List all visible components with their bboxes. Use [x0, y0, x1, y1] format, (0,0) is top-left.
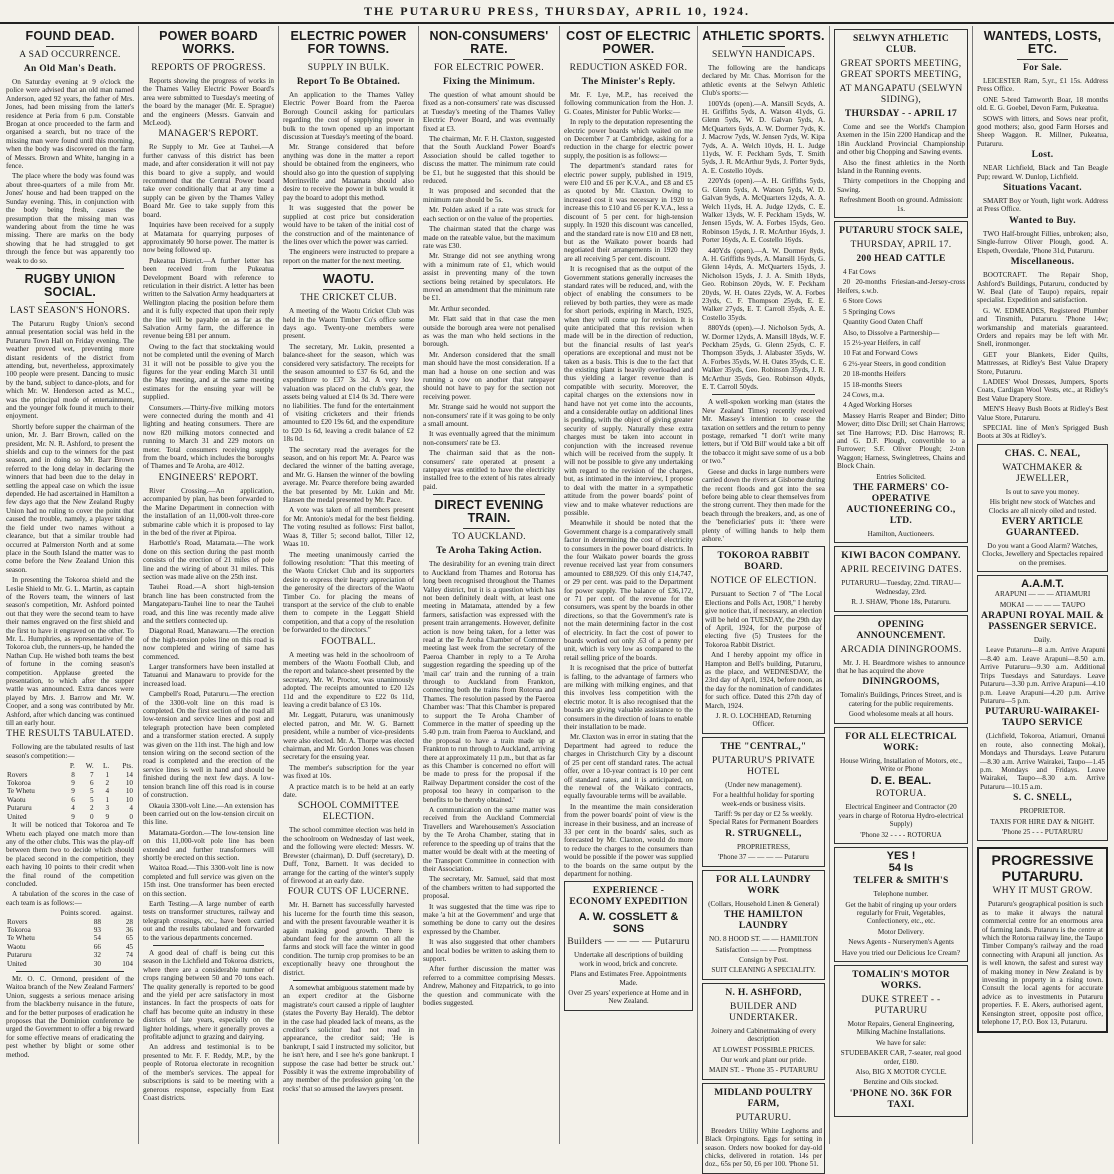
notice-rabbit-board: [702, 546, 825, 734]
list-item: 20 18-months Heifers: [843, 370, 906, 379]
advert-subtitle: ARCADIA DININGROOMS.: [840, 644, 962, 655]
advert-title: FOR ALL ELECTRICAL WORK:: [845, 731, 957, 753]
advert-text: R. J. SHAW, 'Phone 18s, Putaruru.: [851, 598, 951, 607]
paragraph: A meeting of the Waotu Cricket Club was held in the Waotu Timber Co's office some days ago. Twenty-one members were present.: [283, 307, 414, 341]
advert-title: A.A.M.T.: [1021, 578, 1064, 591]
paragraph: Pursuant to Section 7 of "The Local Elections and Polls Act, 1908," I hereby give notice that, if necessary, an election will be held on TUESDAY, the 29th day of April, 1924, for the purpose of electing five (5) Trustees for the Tokoroa Rabbit District.: [705, 590, 822, 649]
divider: [323, 289, 374, 290]
headline-cost-electric-power: COST OF ELECTRIC POWER.: [566, 29, 691, 56]
divider: [293, 980, 404, 981]
paragraph: The secretary, Mr. Lukin, presented a balance-sheet for the season, which was considered very satisfactory. The receipts for the season amounted to £37 6s 6d, and the expenditure to £37 3s 3d. A very low valuation was placed on the club's gear, the assets being valued at £14 0s 3d. There were no liabilities. The fund for the entertainment of visiting cricketers and their friends amounted to £20 19s 6d, and the expenditure to £20 1s 6d, leaving a credit balance of £2 18s 0d.: [283, 342, 414, 444]
table-row: Tokoroa 9 6 2 10: [7, 779, 133, 788]
paragraph: A tabulation of the scores in the case of each team is as follows:—: [6, 890, 134, 907]
advert-name: N. H. ASHFORD,: [725, 987, 802, 998]
advert-name: THE HAMILTON LAUNDRY: [724, 910, 803, 932]
subhead: Te Aroha Taking Action.: [436, 546, 542, 557]
paragraph: Mr. Arthur seconded.: [429, 304, 491, 313]
classified-item: TWO Half-brought Fillies, unbroken; also, Single-furrow Oliver Plough, good. A. Elspeth, Overdale, 'Phone 31d, Putaruru.: [977, 229, 1108, 255]
page-columns: [2, 26, 1112, 1169]
paragraph: An address and testimonial is to be presented to Mr. F. F. Reddy, M.P., by the people of Rotorua electorate in recognition of the member's services. The appeal for subscriptions is said to be meeting with a generous response, especially from East Coast districts.: [143, 1043, 274, 1102]
paragraph: Mr. Leggatt, Putaruru, was unanimously elected patron, and Mr. W. G. Barnett president, while a number of vice-presidents were also elected. Mr. A. Thorpe was elected chairman, and Mr. Gordon Jones was chosen secretary for the ensuing year.: [283, 711, 414, 762]
advert-text: ARAPUNI — — — ATIAMURI: [994, 590, 1091, 599]
subhead: Fixing the Minimum.: [443, 77, 535, 87]
advert-subtitle: WATCHMAKER & JEWELLER,: [1002, 462, 1083, 484]
section-heading: For Sale.: [1023, 63, 1062, 73]
advert-text: We have for sale:: [876, 1038, 926, 1047]
subhead: MANAGER'S REPORT.: [158, 129, 259, 140]
advert-name: A. W. COSSLETT & SONS: [578, 911, 679, 936]
paragraph: Owing to the fact that stocktaking would not be completed until the evening of March 31 it will not be possible to give you the figures for the year ending March 31 until the May meeting, and at the same meeting estimates for the ensuing year will be supplied.: [143, 342, 274, 402]
advert-text: Hamilton, Auctioneers.: [867, 530, 935, 538]
column-8: [973, 26, 1112, 1144]
list-item: 4 Fat Cows: [843, 268, 876, 277]
paragraph: Tauhei Road.—A short high-tension branch line has been constructed from the Mangateparu-Tauhei line to near the Tauhei road, and this line was recently made alive and the settlers connected up.: [143, 583, 274, 625]
paragraph: Consumers.—Thirty-five milking motors were connected during the month and 41 lighting and heating consumers. There are now 820 milking motors connected and running to March 31 and 229 motors on meter. Total consumers receiving supply from the board, which includes the boroughs of Thames and Te Aroha, are 4012.: [143, 403, 274, 471]
paragraph: A well-spoken working man (states the New Zealand Times) recently received Mr. Massey's intention to cease the taxation on settlers and the return to penny postage, remarked "I don't write many letters, but if 'Old Bill' would take a bit off the tobacco it might save some of us a bob or two.": [702, 398, 825, 466]
paragraph: In presenting the Tokoroa shield and the Leslie Shield to Mr. G. L. Martin, as captain of the Rovers team, the winners of last season's competition, Mr. Ashford pointed out that they were the second team to have their names engraved on the first shield and the first to have it engraved on the other. To Mr. L. Humphries, as representative of the Tokoroa club, the runners-up, he handed the Nathan Cup. He wished both teams the best of fortune in the coming season's competition. Applause greeted the presentation, to which after the supper wattle was announced. Extra dances were played by Mrs. J. Barrow and Mr. W. Cooper, and a song was contributed by Mr. Ashford, after which dancing was continued till an early hour.: [6, 576, 134, 728]
table-row: Rovers 88 28: [7, 917, 133, 926]
paragraph: Okauia 3300-volt Line.—An extension has been carried out on the low-tension circuit on this line.: [143, 801, 274, 827]
advert-title: YES !: [886, 850, 916, 863]
paragraph: A communication on the same matter was received from the Auckland Commercial Travellers and Warehousemen's Association by the Te Aroha Chamber, stating that in reference to the speeding up of trains that the matter would be dealt with at the meeting of the Transport Committee in connection with their Association.: [423, 806, 555, 873]
advert-central-hotel: [702, 737, 825, 867]
advert-text: Tomalin's Buildings, Princes Street, and is catering for the public requirements.: [840, 691, 962, 708]
advert-subtitle: PUTARURU-WAIRAKEI-TAUPO SERVICE: [985, 707, 1100, 729]
advert-text: Over 25 years' experience at Home and in New Zealand.: [568, 989, 689, 1006]
paragraph: The meeting unanimously carried the following resolution: "That this meeting of the Waotu Cricket Club and its supporters desire to express their hearty appreciation of the generosity of the directors of the Waotu Timber Co. for placing the means of transport at the service of the club to enable them to compete in the Leggatt Shield competition, and that a copy of the resolution be forwarded to the directors.": [283, 550, 414, 635]
headline-rugby-social: RUGBY UNION SOCIAL.: [24, 271, 116, 299]
table-row: United 9 0 9 0: [7, 812, 133, 821]
advert-phone: 'Phone 37 — — — — Putaruru: [718, 853, 809, 862]
classified-item: MEN'S Heavy Bush Boots at Ridley's Best Value Store, Putaruru.: [977, 405, 1108, 422]
advert-text: STUDEBAKER CAR, 7-seater, real good order, £180.: [840, 1049, 962, 1066]
paragraph: On Saturday evening at 9 o'clock the police were advised that an old man named Anderson, aged 92 years, the father of Mrs. Jones, had been missing from the latter's residence at Peria from 6 p.m. Constable Brogan at once proceeded to the farm and organised a search, but no trace of the missing man were found until this morning, when the body was discovered on the farm of Messrs. Brown and White, hanging in a fence.: [6, 78, 134, 171]
advert-title: SELWYN ATHLETIC CLUB.: [852, 34, 950, 55]
paragraph: An application to the Thames Valley Electric Power Board from the Paeroa Borough Council asking for particulars regarding the cost of supplying power in bulk to the town opened up an important discussion at Tuesday's meeting of the board.: [283, 91, 414, 142]
advert-text: Entries Solicited.: [876, 472, 926, 481]
paragraph: A good deal of chaff is being cut this season in the Lichfield and Tokoroa districts, where there are a considerable number of crops ranging between 50 and 70 tons each. The quality generally is reported to be good and the yield per acre satisfactory in most instances. In fact the prospects of oats for chaff has become quite an industry in these districts of late years, especially on the lighter holdings, where it generally proves a profitable adjunct to grazing and dairying.: [143, 949, 274, 1042]
paragraph: It was eventually agreed that the minimum non-consumers' rate be £3.: [423, 430, 555, 447]
paragraph: It will be noticed that Tokoroa and Te Whetu each played one match more than any of the other clubs. This was the play-off between them two to decide which should be placed second in the competition, they each having 10 points to their credit when the final round of the competition concluded.: [6, 821, 134, 888]
paragraph: A somewhat ambiguous statement made by an expert creditor at the Gisborne magistrate's court caused a ripple of laughter (states the Poverty Bay Herald). The debtor in the case had pleaded lack of means, as the creditor's solicitor had not read in appearance, the creditor said; 'He is bankrupt, I said I instructed my solicitor, but he isn't here, and I see he's gone bankrupt. I suppose the case had better be struck out.' Possibly it was the extreme improbability of any member of the profession going 'on the rocks' that so amused the lawyers present.: [283, 983, 414, 1093]
paragraph: Mr. H. Barnett has successfully harvested his lucerne for the fourth time this season, and with the present favourable weather it is again making good growth. There is abundant feed for the autumn on all the farms and stock will face the winter in good condition. The turnip crop promises to be an exceptionally heavy one throughout the district.: [283, 901, 414, 977]
paragraph: A practice match is to be held at an early date.: [283, 782, 414, 800]
paragraph: Waitoa Road.—This 3300-volt line is now completed and full service was given on the 15th inst. One transformer has been erected on this section.: [143, 864, 274, 898]
table-row: Putaruru 32 74: [7, 951, 133, 960]
paragraph: Putaruru's geographical position is such as to make it always the natural commercial centre for an enormous area of farming lands. Putaruru is the centre at which the Rotorua railway line, the Taupo Timber Company's railway and the road connecting with Arapuni all junction. As is well known, the safest and surest way of making money in New Zealand is by investing in property in a rising town. Consult the local agents for accurate advice as to investments in Putaruru properties. F. E. Akers, authorised agent, Kensington street, opposite post office, telephone 17, P.O. Box 13, Putaruru.: [982, 900, 1103, 1027]
advert-stock-sale: [834, 221, 968, 543]
paragraph: 440Yds (open).—A. W. Dormer 8yds, A. H. Griffiths 9yds, A. Mansill 16yds, G. Glenn 14yds, A. McQuarters 15yds, J. Nicholson 15yds, J. J. A. Smith 18yds, Geo. Robinson 20yds, W. F. Peckham 20yds, W. H. Oates 22yds, W. A. Forbes 23yds, C. F. Thompson 25yds, E. E. Walker 27yds, E. T. Carroll 35yds, A. E. Costello 35yds.: [702, 246, 825, 322]
paragraph: And I hereby appoint my office in Hampton and Bell's building, Putaruru, as the place, and WEDNESDAY, the 23rd day of April, 1924, before noon, as the day for the nomination of candidates for such office. Dated this 27th day of March, 1924.: [705, 651, 822, 710]
classified-item: SMART Boy or Youth, light work. Address at Press Office.: [977, 197, 1108, 214]
headline-electric-power-towns: ELECTRIC POWER FOR TOWNS.: [290, 29, 407, 56]
headline-direct-evening-train: DIRECT EVENING TRAIN.: [434, 498, 544, 526]
advert-name: R. STRUGNELL,: [725, 828, 802, 839]
paragraph: The question of what amount should be fixed as a non-consumers' rate was discussed at Tuesday's meeting of the Thames Valley Electric Power Board, and was eventually fixed at £3.: [423, 91, 555, 133]
advert-title: OPENING ANNOUNCEMENT.: [856, 619, 946, 641]
table-row: Waotu 66 45: [7, 942, 133, 951]
subhead: SELWYN HANDICAPS.: [711, 50, 816, 60]
paragraph: Mr. O. C. Ormond, president of the Waitoa branch of the New Zealand Farmers' Union, suggests a serious menace arising from the blackberry nuisance in the future, and for the better purposes of eradication he proposes that the Dominion conference be urged the Government to offer a big reward for some effective means of eradicating the pest whether by blight or some other method.: [6, 975, 134, 1059]
section-heading: Situations Vacant.: [1003, 183, 1082, 194]
paragraph: The place where the body was found was about three-quarters of a mile from Mr. Jones' house and had been trapped on the Sunday evening. This, in conjunction with the body being fresh, causes the presumption that the missing man was wandering about from the time he was missing. There are marks on the body showing that he had struggled to get through the fence but was apparently too weak to do so.: [6, 172, 134, 265]
paragraph: The chairman, Mr. F. H. Claxton, suggested that the South Auckland Power Board's Association should be called together to discuss the matter. The minimum rate could be £1, but he suggested that this should be reduced.: [423, 135, 555, 186]
divider: [16, 971, 124, 972]
divider: [1017, 59, 1068, 60]
paragraph: Pukeatua District.—A further letter has been received from the Pukeatua Development Board with reference to reticulation in their district. A letter has been written to the Salvation Army headquarters at Wellington placing the position before them and it is fully expected that upon their reply the line will be payable on as far as the Salvation Army farm, the difference in revenue being £81 per annum.: [143, 256, 274, 341]
advert-text: His bright new stock of Watches and Clocks are all nicely oiled and tested.: [988, 498, 1097, 515]
advert-text: PROPRIETRESS,: [737, 842, 790, 851]
advert-title: FOR ALL LAUNDRY WORK: [716, 874, 811, 896]
subhead: REDUCTION ASKED FOR.: [569, 63, 688, 73]
classified-item: GET your Blankets, Eider Quilts, Mattresses, at Ridley's Best Value Drapery Store, Putaruru.: [977, 350, 1108, 376]
advert-name: TELFER & SMITH'S: [853, 876, 949, 887]
advert-text: Motor Repairs, General Engineering, Milking Machine Installations.: [847, 1019, 955, 1037]
advert-text: Breeders Utility White Leghorns and Black Orpingtons. Eggs for setting in season. Orders now booked for day-old chicks, delivered in rotation. 14s per doz., 65s per 50, £6 per 100. 'Phone 51.: [705, 1126, 822, 1169]
classified-item: SOWS with litters, and Sows near profit, good mothers; also, good Farm Horses and Sheep Waggon. R. Millner, Pukeatua, Putaruru.: [977, 114, 1108, 148]
advert-selwyn-athletic: [834, 29, 968, 218]
advert-phone: 'Phone 25 - - - PUTARURU: [1002, 827, 1083, 836]
column-7: [830, 26, 973, 1144]
list-item: 4 Aged Working Horses: [843, 401, 912, 410]
advert-text: (Lichfield, Tokoroa, Atiamuri, Ornanui en route, also connecting Mokai), Mondays and Thursdays. Leave Putaruru—8.30 a.m. Arrive Wairakei, Taupo—1.45 p.m. Mondays and Fridays. Leave Wairakei, Taupo—8.30 a.m. Arrive Putaruru—10.15 a.m.: [980, 732, 1105, 791]
advert-text: Tariff: 9s per day or £2 5s weekly. Special Rates for Permanent Boarders: [708, 810, 819, 827]
list-item: Quantity Good Oaten Chaff: [843, 318, 923, 327]
divider: [463, 59, 515, 60]
paragraph: Earth Testing.—A large number of earth tests on transformer structures, railway and telegraph crossings, etc., have been carried out and the results tabulated and forwarded to the various departments concerned.: [143, 899, 274, 942]
classified-item: LEICESTER Ram, 5.yr., £1 15s. Address Press Office.: [977, 77, 1108, 94]
masthead: THE PUTARURU PRESS, THURSDAY, APRIL 10, 1924.: [0, 0, 1114, 24]
paragraph: It was suggested that the power be supplied at cost price but consideration would have to be taken of the initial cost of the construction and of the maintenance of the lines over which the power was carried.: [283, 204, 414, 246]
advert-poultry-farm: [702, 1083, 825, 1174]
subhead: FOOTBALL.: [321, 636, 376, 647]
divider: [293, 268, 404, 269]
advert-subtitle: GREAT SPORTS MEETING, GREAT SPORTS MEETING,: [840, 59, 962, 80]
list-item: 24 Cows, m.a.: [843, 390, 885, 399]
section-heading: Miscellaneous.: [1010, 257, 1075, 268]
list-item: 20 20-months Friesian-and-Jersey-cross Heifers, s.w.b.: [837, 278, 965, 295]
advert-title: PUTARURU STOCK SALE,: [839, 226, 963, 237]
advert-subtitle: ARAPUNI ROYAL MAIL & PASSENGER SERVICE.: [980, 611, 1105, 633]
paragraph: The desirability for an evening train direct to Auckland from Thames and Rotorua has long been recognised throughout the Thames Valley district, but it is a question which has not been definitely dealt with, at least one meeting in Matamata, attended by a few farmers, satisfaction was expressed with the present train arrangements. However, definite action is now being taken, for a letter was read at the Te Aroha Chamber of Commerce meeting last week from the secretary of the Paeroa Chamber in reply to a Te Aroha suggestion regarding the speeding up of the 'mail car' train and the running of a train through to Auckland from Frankton, connecting both the trains from Rotorua and Thames. The resolution passed by the Paeroa Chamber was: 'That this Chamber is prepared to support the Te Aroha Chamber of Commerce in the matter of speeding up the 5.40 p.m. train from Paeroa to Auckland, and the proposal to have a train made up at Frankton to run through to Auckland, arriving there at approximately 11 p.m., but that as far as this Chamber is concerned no effort will be made to press for the proposal if the Railway Department consider the cost of the proposal too heavy in comparison to the benefits to be thereby obtained.': [423, 560, 555, 804]
paragraph: In the meantime the main consideration from the power boards' point of view is the increase in their business, and an increase of 33 per cent in the boards' sales, such as forecasted by Mr. Claxton, would do more to reduce the charges to the consumers than would be possible if the power was supplied to the boards on the same output by the department for nothing.: [564, 802, 693, 878]
paragraph: The secretary, Mr. Samuel, said that most of the chambers written to had supported the proposal.: [423, 875, 555, 901]
table-row: Tokoroa 93 36: [7, 925, 133, 934]
paragraph: Mr. Anderson considered that the small man should have the most consideration. If a man had a house on one section and was running a cow on another that ratepayer should not have to pay for the section not receiving power.: [423, 350, 555, 401]
table-header-row: Points scored. against.: [60, 909, 133, 918]
paragraph: Mr. Flatt said that in that case the men outside the borough area were not penalised as was the man who held sections in the borough.: [423, 315, 555, 349]
advert-text: (Under new management).: [725, 780, 802, 789]
advert-hamilton-laundry: [702, 870, 825, 980]
subhead: REPORTS OF PROGRESS.: [151, 63, 266, 73]
advert-title: EXPERIENCE - ECONOMY EXPEDITION: [569, 886, 688, 908]
table-row: Te Whetu 54 65: [7, 934, 133, 943]
progressive-title: PROGRESSIVE PUTARURU.: [991, 852, 1094, 885]
advert-text: For a healthful holiday for sporting week-ends or business visits.: [712, 791, 815, 808]
advert-text: Have you tried our Delicious Ice Cream?: [841, 948, 961, 957]
subhead: LAST SEASON'S HONORS.: [9, 305, 130, 316]
subhead: The Minister's Reply.: [581, 77, 676, 87]
advert-text: Undertake all descriptions of building work in wood, brick and concrete.: [574, 951, 683, 968]
column-4: [419, 26, 560, 1144]
advert-date: THURSDAY, APRIL 17.: [850, 240, 952, 251]
advert-title: TOMALIN'S MOTOR WORKS.: [852, 969, 950, 991]
advert-name: D. E. BEAL.: [870, 775, 932, 788]
advert-text: Electrical Engineer and Contractor (20 years in charge of Rotorua Hydro-electrical Supply): [838, 803, 964, 829]
paragraph: Inquiries have been received for a supply at Matamata for quarrying purposes of approximately 90 horse power. The matter is now being followed up.: [143, 221, 274, 255]
advert-text: Do you want a Good Alarm? Watches, Clocks, Jewellery and Spectacles repaired on the premises.: [982, 542, 1103, 567]
subhead: Report To Be Obtained.: [296, 77, 401, 87]
column-3: [279, 26, 419, 1144]
headline-found-dead: FOUND DEAD.: [25, 29, 115, 43]
subhead: An Old Man's Death.: [23, 64, 117, 74]
advert-title: CHAS. C. NEAL,: [1004, 448, 1081, 459]
paragraph: It is recognised that the price of butterfat is falling, to the advantage of farmers who are milking with milking engines, and that this involves less competition with the electric motor. It is also recognised that the boards are giving valuable assistance to the consumers in the direction of loans to enable their installation to be made.: [564, 664, 693, 732]
divider: [153, 945, 264, 946]
paragraph: It is recognised that as the output of the Government stations generally increases the standard rates will be reduced, and, with the object of enabling the consumers to be relieved by both parties, they were as made for short periods, expiring in March, 1925, when they will come up for revision. It is quite anticipated that this revision when made will be in the direction of reduction, but the financial results of last year's operations are exceptional and must not be taken as a basis. This is due to the fact that the existing plant is heavily overloaded and thus yielding a larger revenue than is compatible with security. Moreover, the capital charges on the extensions now in hand have not yet come into the accounts, and a considerable outlay on additional lines is pending, with the object of giving greater security of supply. Naturally these extra charges must be taken into account in conjunction with the increased revenue which will be received from the supply. It will not be possible to give any undertaking with regard to the revision of the charges, but, as intimated in the interview, I propose to deal with the matter in a sympathetic attitude from the power boards' point of view and to make whatever reductions are possible.: [564, 265, 693, 517]
paragraph: The member's subscription for the year was fixed at 10s.: [283, 763, 414, 781]
advert-text: House Wiring, Installation of Motors, etc., Write or Phone: [840, 756, 962, 774]
advert-arcadia: [834, 615, 968, 724]
subhead: THE CRICKET CLUB.: [300, 293, 397, 304]
advert-text: Massey Harris Reaper and Binder; Ditto Mower; ditto Disc Drill; set Chain Harrows; set Tine Harrows; P.D. Disc Harrows; R. and G. D.F. Plough, convertible to a Furrower; S.F. Oliver Plough; 2-ton Waggon; Harness, Swingletrees, Chains and Block Chain.: [837, 411, 965, 471]
notice-subtitle: NOTICE OF ELECTION.: [710, 576, 817, 587]
list-item: 5 Springing Cows: [843, 307, 895, 316]
paragraph: A meeting was held in the schoolroom of members of the Waotu Football Club, and the report and balance-sheet presented by the secretary, Mr. W. Proctor, was unanimously adopted. The receipts amounted to £20 12s 11d and the expenditure to £22 0s 11d, leaving a credit balance of £3 10s.: [283, 650, 414, 709]
headline-athletic-sports: ATHLETIC SPORTS.: [702, 29, 825, 43]
headline-waotu: WAOTU.: [322, 272, 375, 287]
paragraph: Following are the tabulated results of last season's competition:—: [6, 743, 134, 760]
paragraph: Mr. Claxton was in error in stating that the Department had agreed to reduce the charges in Christchurch City by a discount of 25 per cent off standard rates. The actual offer, over a 10-year contract is 10 per cent off standard rates, and it is anticipated, on the renewal of the Waikato contracts, equally favourable terms will be available.: [564, 733, 693, 801]
divider: [16, 268, 124, 269]
paragraph: Harbottle's Road, Matamata.—The work done on this section during the past month consists of the erection of 21 miles of pole line and the wiring of about 31 miles. This section was made alive on the 25th inst.: [143, 539, 274, 581]
advert-subtitle: ROTORUA.: [875, 789, 927, 800]
advert-text: Refreshment Booth on ground. Admission: 1s.: [839, 196, 963, 213]
progressive-subtitle: WHY IT MUST GROW.: [992, 886, 1093, 897]
subhead: FOR ELECTRIC POWER.: [434, 63, 544, 73]
list-item: 6 Store Cows: [843, 297, 882, 306]
advert-text: PROPRIETOR.: [1019, 807, 1066, 816]
advert-text: Get the habit of ringing up your orders regularly for Fruit, Vegetables, Confectionery, etc., etc.: [845, 900, 957, 926]
paragraph: 220Yds (open).—A. H. Griffiths 5yds, G. Glenn 5yds, A. Watson 5yds, W. D. Galvan 9yds, A. McQuarters 12yds, A. A. Welch 11yds, H. A. Judge 12yds, C. E. Walker 13yds, W. F. Peckham 15yds, W. Jensen 15yds, W. A. Forbes 15yds, Geo. Robinson 15yds, J. R. McArthur 16yds, J. Porter 16yds, A. E. Costello 16yds.: [702, 177, 825, 245]
table-row: Te Whetu 9 5 4 10: [7, 787, 133, 796]
advert-text: Plans and Estimates Free. Appointments Made.: [570, 970, 687, 987]
advert-title: THE "CENTRAL,": [720, 741, 807, 752]
table-header-row: P. W. L. Pts.: [69, 762, 133, 771]
advert-subtitle: BUILDER AND UNDERTAKER.: [729, 1001, 798, 1023]
advert-text: Also, BIG X MOTOR CYCLE.: [855, 1067, 947, 1076]
classified-item: NEAR Lichfield, Black and Tan Beagle Pup; reward. W. Dunlop, Lichfield.: [977, 164, 1108, 181]
divider: [604, 59, 653, 60]
divider: [46, 46, 94, 47]
list-item: Also, to Dissolve a Partnership—: [843, 328, 940, 337]
advert-phone: 'PHONE NO. 36K FOR TAXI.: [849, 1088, 953, 1110]
subhead: FOUR CUTS OF LUCERNE.: [287, 887, 410, 898]
headline-power-board: POWER BOARD WORKS.: [159, 29, 258, 56]
advert-text: Come and see the World's Champion Axemen in the 15in 2200 Handicap and the 18in Auckland Provincial Championship and other big Chopping and Sawing events.: [837, 123, 965, 157]
advert-name: DININGROOMS,: [862, 677, 940, 688]
list-item: 10 Fat and Forward Cows: [843, 349, 918, 358]
advert-text: Leave Putaruru—8 a.m. Arrive Arapuni—8.40 a.m. Leave Arapuni—8.50 a.m. Arrive Putaruru—9.30 a.m. Additional Trips Tuesdays and Saturdays. Leave Putaruru—3.30 p.m. Arrive Arapuni—4.10 p.m. Leave Arapuni—4.20 p.m. Arrive Putaruru—5 p.m.: [980, 646, 1105, 705]
table-row: Putaruru 4 2 3 4: [7, 804, 133, 813]
advert-tomalin-motor: [834, 965, 968, 1117]
table-row: Waotu 6 5 1 10: [7, 795, 133, 804]
advert-text: AT LOWEST POSSIBLE PRICES.: [712, 1045, 815, 1054]
divider: [742, 46, 785, 47]
paragraph: The chairman said that as the non-consumers' rate operated at present a ratepayer was entitled to have the electricity installed free to the extent of his rates already paid.: [423, 449, 555, 491]
paragraph: Mr. F. Lye, M.P., has received the following communication from the Hon. J. G. Coates, Minister for Public Works:—: [564, 91, 693, 116]
paragraph: 100Yds (open).—A. Mansill Scyds, A. H. Griffiths 5yds, A. Watson 41yds, G. Glenn 5yds, W. D. Galvan 5yds, A. McQuarters 6yds, A. W. Dormer 7yds, K. J. Macrow 7yds, W. Jensen 7yds, W. Kipa 7yds, A. A. Welch 10yds, H. L. Judge 11yds, W. F. Peckham 5yds, T. Smith 5yds, J. R. McArthur 9yds, J. Porter 9yds, A. E. Costello 10yds.: [702, 99, 825, 175]
progressive-putaruru: [977, 847, 1108, 1033]
advert-text: TAXIS FOR HIRE DAY & NIGHT.: [990, 817, 1095, 826]
advert-text: SUIT CLEANING A SPECIALITY.: [711, 966, 816, 975]
paragraph: Diagonal Road, Manawaru.—The erection of the high-tension poles line on this road is now completed and wiring of same has commenced.: [143, 627, 274, 661]
divider: [463, 528, 515, 529]
table-row: United 30 104: [7, 959, 133, 968]
paragraph: Re Supply to Mr. Gee at Tauhei.—A further canvass of this district has been made, and after consideration it will not pay this board to give a supply, and would recommend that the Central Power board take over conditionally that at any time a supply can be given by the Thames Valley Board Mr. Gee to take supply from this board.: [143, 143, 274, 219]
paragraph: Geese and ducks in large numbers were carried down the rivers at Gisborne during the recent floods and got into the sea before being able to clear themselves from the strong current. They then made for the beach through the breakers, and, as one of the 'beneficiaries' puts it: 'there were plenty of willing hands to help them ashore.': [702, 467, 825, 543]
advert-neal-jeweller: [977, 444, 1108, 572]
list-item: 6 2½-year Steers, in good condition: [843, 359, 946, 368]
advert-subtitle: PUTARURU'S PRIVATE HOTEL: [711, 755, 816, 777]
divider: [46, 302, 94, 303]
signature-line: J. R. O. LOCHHEAD, Returning Officer.: [715, 712, 812, 729]
paragraph: Matamata-Gordon.—The low-tension line on this 11,000-volt pole line has been extended and further transformers will shortly be erected on this section.: [143, 828, 274, 862]
paragraph: Reports showing the progress of works in the Thames Valley Electric Power Board's area were submitted to Tuesday's meeting of the board by the manager (Mr. E. Sprague) and the engineers (Messrs. Ganvain and McLeod).: [143, 77, 274, 128]
paragraph: River Crossing.—An application, accompanied by plan, has been forwarded to the Marine Department in connection with the installation of an 11,000-volt three-core submarine cable which it is proposed to lay in the bed of the river at Pipiroa.: [143, 486, 274, 537]
paragraph: The engineers were instructed to prepare a report on the matter for the next meeting.: [283, 248, 414, 265]
advert-aamt: [977, 575, 1108, 841]
advert-text: Is out to save you money.: [1005, 487, 1080, 496]
advert-text: Satisfaction — — — Promptness: [715, 945, 812, 954]
section-heading: Lost.: [1031, 150, 1054, 161]
paragraph: The department's standard rates for electric power supply, published in 1919, were £10 and £6 per K.V.A., and £8 and £5 as quoted by Mr. Claxton. Owing to increased cost it was necessary in 1920 to increase this to £10 and £6 per K.V.A., less a discount of 5 per cent. for high-tension supply. In 1920 this discount was cancelled, and the standard rate is now £10 and £8 nett, but as the Waikato power boards had negotiated their arrangements in 1920 they are all receiving 5 per cent. discount.: [564, 162, 694, 263]
advert-subtitle: 200 HEAD CATTLE: [856, 254, 946, 265]
paragraph: Larger transformers have been installed at Tatuanui and Manawaru to provide for the increased load.: [143, 663, 274, 688]
advert-text: Telephone number.: [873, 890, 929, 899]
advert-text: PUTARURU—Tuesday, 22nd. TIRAU—Wednesday, 23rd.: [841, 579, 961, 596]
paragraph: Mr. Polden asked if a rate was struck for each section or on the value of the properties.: [423, 206, 555, 223]
advert-subtitle: PUTARURU.: [735, 1112, 792, 1123]
advert-text: News Agents - Nurserymen's Agents: [848, 938, 954, 947]
divider: [433, 494, 545, 495]
paragraph: It was suggested that the time was ripe to make 'a hit at the Government' and urge that something be done to carry out the desires expressed by the Chamber.: [423, 902, 555, 936]
advert-name: S. C. SNELL,: [1013, 793, 1072, 804]
subhead: ENGINEERS' REPORT.: [158, 472, 259, 483]
subhead: SUPPLY IN BULK.: [307, 63, 390, 73]
results-table: [6, 762, 134, 821]
paragraph: Mr. Strange did not see anything wrong with a minimum rate of £1, which would assist in preventing many of the town sections being retained by speculators. He moved an amendment that the minimum rate be £1.: [423, 252, 555, 303]
advert-cosslett: [564, 881, 693, 1010]
advert-text: Daily.: [1033, 636, 1052, 645]
advert-kiwi-bacon: [834, 546, 968, 611]
advert-text: Also the finest athletics in the North Island in the Running events.: [837, 158, 965, 176]
classified-item: ONE 5-bred Tamworth Boar, 18 months old. E. G. Goebel, Devon Farm, Pukeatua.: [977, 95, 1108, 113]
advert-text: Good wholesome meals at all hours.: [848, 710, 954, 719]
paragraph: The school committee election was held in the schoolroom on Wednesday of last week, and the following were elected: Messrs. W. Brewster (chairman), D. Duff (secretary), D. Duff, Tonz, Barnett. It was decided to arrange for the carting of the winter's supply of firewood at an early date.: [283, 826, 414, 885]
advert-subtitle: APRIL RECEIVING DATES.: [840, 565, 962, 576]
paragraph: After further discussion the matter was referred to a committee comprising Messrs. Andrew, Mahoney and Fitzpatrick, to go into the question and communicate with the bodies suggested.: [423, 965, 555, 1007]
advert-name: THE FARMERS' CO-OPERATIVE AUCTIONEERING CO., LTD.: [846, 483, 956, 526]
subhead: SCHOOL COMMITTEE ELECTION.: [297, 801, 400, 823]
column-2: [139, 26, 279, 1144]
advert-text: Mr. J. H. Beardmore wishes to announce that he has acquired the above: [837, 658, 965, 676]
notice-title: TOKOROA RABBIT BOARD.: [717, 551, 810, 573]
paragraph: 880Yds (open).—J. Nicholson 5yds, A. W. Dormer 12yds, A. Mansill 18yds, W. F. Peckham 25yds, G. Glenn 25yds, C. F. Thompson 35yds, J. Alabaster 35yds, W. A. Forbes 35yds, W. H. Oates 35yds, C. E. Walker 35yds, Geo. Robinson 35yds, J. R. McArthur 35yds, Geo. Robinson 40yds, E. T. Carroll 50yds.: [702, 324, 825, 392]
column-5: [560, 26, 698, 1144]
paragraph: Shortly before supper the chairman of the union, Mr. J. Barr Brown, called on the president, Mr. N. R. Ashford, to present the shields and cup to the winners for the past season, and in doing so Mr. Barr Brown referred to the long delay in declaring the winners that had been due to the delay in settling the appeal case on which the issue depended. He had ascertained in Hamilton a few days ago that the New Zealand Rugby Union had no ruling to cover the point that caused the trouble, namely, a player taking the field under two names without a clearance, but that a similar trouble had occurred at Palmerston North and at some place in the South Island the matter was to come before the New Zealand Union this season.: [6, 422, 134, 574]
advert-phone: 'Phone 32 - - - - ROTORUA: [860, 830, 942, 839]
advert-text: MAIN ST. - 'Phone 35 - PUTARURU: [709, 1066, 818, 1075]
subhead: TO AUCKLAND.: [452, 532, 526, 543]
subhead: THE RESULTS TABULATED.: [6, 729, 134, 740]
list-item: 15 18-months Steers: [843, 380, 903, 389]
advert-telfer-smith: [834, 847, 968, 962]
paragraph: The secretary read the averages for the season, and on his report Mr. A. Pearce was declared the winner of the batting average, and Mr. G. Hansen the winner of the bowling average. Mr. Pearce therefore being awarded the bat presented by Mr. Lukin and Mr. Hansen the medal presented by Mr. Pace.: [283, 445, 414, 505]
table-row: Rovers 8 7 1 14: [7, 770, 133, 779]
advert-text: NO. 8 HOOD ST. — — HAMILTON: [709, 935, 818, 944]
paragraph: Campbell's Road, Putaruru.—The erection of the 3300-volt line on this road is completed. On the first section of the road all low-tension and service lines and post and telegraph protection have been completed and a transformer station erected. A supply was given on the 11th inst. The high and low tension wiring on the second section of the road is completed and the erection of the service lines is well in hand and should be finished during the next few days. A low-tension branch line off this road is in course of construction.: [143, 690, 274, 800]
advert-text: Consign by Post.: [739, 955, 788, 964]
advert-ashford: [702, 983, 825, 1080]
advert-beal-electrical: [834, 727, 968, 844]
advert-text: MOKAI — — — — TAUPO: [999, 600, 1086, 609]
headline-wanteds: WANTEDS, LOSTS, ETC.: [983, 29, 1102, 56]
advert-line: Builders — — — — Putaruru: [567, 937, 690, 948]
paragraph: It was proposed and seconded that the minimum rate should be 5s.: [423, 187, 555, 204]
column-1: [2, 26, 139, 1144]
advert-text: Motor Delivery.: [877, 927, 925, 936]
scores-table: [6, 909, 134, 968]
advert-text: (Collars, Household Linen & General): [708, 899, 819, 908]
list-item: 15 2½-year Heifers, in calf: [843, 338, 921, 347]
divider: [323, 59, 374, 60]
paragraph: Mr. Strange considered that before anything was done in the matter a report should be obtained from the engineers, who should also go into the question of supplying Morrinsville and Matamata should also desire to receive the power in bulk would it pay the board to adopt this method.: [283, 143, 414, 202]
paragraph: Meanwhile it should be noted that the Government charge is a comparatively small factor in determining the cost of electricity to consumers in the power board districts. In the four Waikato power boards the gross revenue received last year from consumers amounted to £88,929. Of this only £14,747, or 29 per cent. was paid to the Department for power supply. The balance of £36,172, or 71 per cent. of the revenue for the consumers, was spent by the boards in other directions, so that the Government's rate is not the main determining factor in the cost of electricity. In fact the cost of power to boards worked out only .63 of a penny per unit, which is very low as compared to the retail selling price of the boards.: [564, 519, 693, 662]
paragraph: The Putaruru Rugby Union's second annual presentation social was held in the Putaruru Town Hall on Friday evening. The weather proved wet, preventing more distant residents of the district from attending, but, nevertheless, approximately 100 people were present. Dancing to music by the band, subject to dance-plots, and for which Mr. W. Henderson acted as M.C., was the principal mode of entertainment, and the younger folk found it much to their enjoyment.: [6, 319, 134, 421]
classified-item: G. W. EDMEADES, Registered Plumber and Tinsmith, Putaruru. 'Phone 14w; workmanship and materials guaranteed. Orders and repairs may be left with Mr. Snell, ironmonger.: [977, 306, 1108, 349]
advert-text: Benzine and Oils stocked.: [863, 1078, 939, 1087]
headline-non-consumers-rate: NON-CONSUMERS' RATE.: [429, 29, 549, 56]
section-heading: Wanted to Buy.: [1009, 215, 1076, 226]
advert-text: Joinery and Cabinetmaking of every description: [711, 1026, 816, 1044]
advert-name: EVERY ARTICLE GUARANTEED.: [1001, 517, 1084, 539]
advert-text: Our work and plant our pride.: [720, 1055, 807, 1064]
advert-subtitle: DUKE STREET - - PUTARURU: [861, 994, 941, 1016]
paragraph: A vote was taken of all members present for Mr. Antonio's medal for the best fielding. The voting resulted as follows: First ballot, Waas 8, Tiller 5; second ballot, Tiller 12, Waas 10.: [283, 506, 414, 549]
advert-title: MIDLAND POULTRY FARM,: [714, 1087, 813, 1109]
advert-title: KIWI BACON COMPANY.: [841, 551, 961, 562]
paragraph: It was also suggested that other chambers and local bodies be written to asking them to support.: [423, 938, 555, 963]
classified-item: SPECIAL line of Men's Sprigged Bush Boots at 30s at Ridley's.: [977, 424, 1108, 441]
advert-subtitle: 54 Is: [888, 862, 914, 875]
divider: [183, 59, 234, 60]
paragraph: Mr. Strange said he would not support the non-consumers' rate if it was going to be only a small amount.: [423, 403, 555, 429]
advert-date: THURSDAY - - APRIL 17: [844, 109, 958, 119]
divider: [712, 394, 815, 395]
subhead: A SAD OCCURRENCE.: [19, 50, 121, 60]
classified-item: LADIES' Wool Dresses, Jumpers, Sports Coats, Cardigan Wool Vests, etc., at Ridley's Best Value Drapery Store.: [977, 377, 1108, 403]
advert-subtitle: AT MANGAPATU (SELWYN SIDING),: [839, 84, 963, 105]
advert-text: Thirty competitors in the Chopping and Sawing.: [837, 177, 965, 194]
classified-item: BOOTCRAFT. The Repair Shop, Ashford's Buildings, Putaruru, conducted by W. Beal (late of Taupo) repairs, repair specialist. Expedition and satisfaction.: [977, 271, 1108, 305]
paragraph: In reply to the deputation representing the electric power boards which waited on me on December 7 at Cambridge, asking for a reduction in the charge for electric power supply, the position is as follows:—: [564, 118, 693, 160]
column-6: [698, 26, 830, 1169]
paragraph: The chairman stated that the charge was made on the rateable value, but the maximum rate was £30.: [423, 225, 555, 250]
paragraph: The following are the handicaps declared by Mr. Chas. Morrison for the athletic events at the Selwyn Athletic Club's sports:—: [702, 64, 825, 98]
